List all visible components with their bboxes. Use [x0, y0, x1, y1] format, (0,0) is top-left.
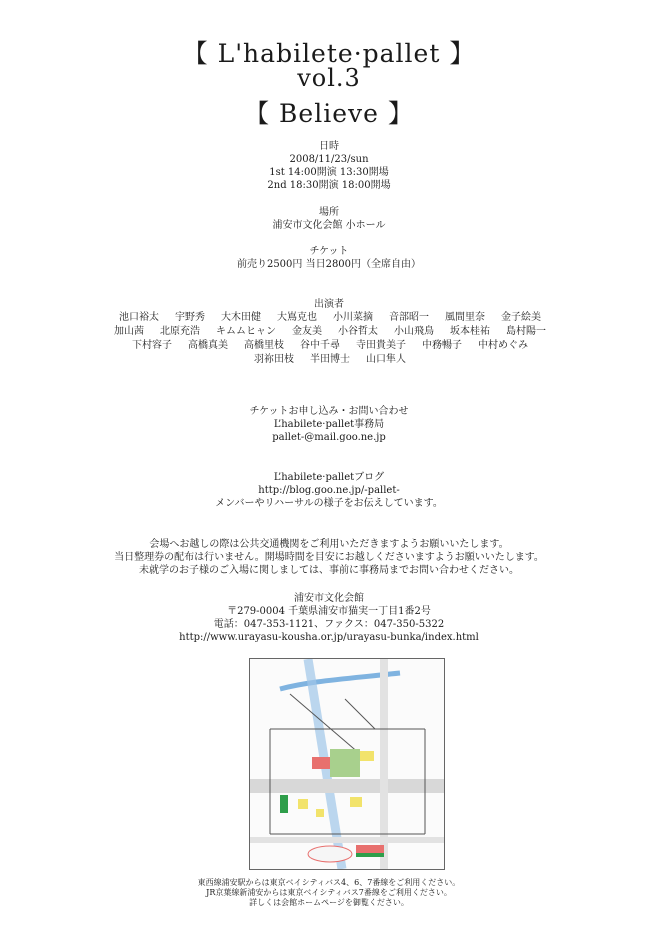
blog-description: メンバーやリハーサルの様子をお伝えしています。: [215, 498, 443, 509]
performer-name: 小山飛鳥: [393, 326, 434, 337]
map-notes: [0, 878, 658, 908]
performer-name: 小谷哲太: [337, 326, 378, 337]
map-graphic: [250, 659, 444, 869]
performer-name: 金友美: [291, 326, 322, 337]
title-subtitle: 【 Believe 】: [244, 99, 414, 128]
blog-heading: L’habilete·palletブログ: [273, 472, 385, 483]
title-volume: vol.3: [297, 64, 361, 92]
venue-info-phone: 電話：047-353-1121、ファクス：047-350-5322: [213, 619, 445, 630]
performer-name: 寺田貴美子: [356, 340, 406, 351]
datetime-show1: 1st 14:00開演 13:30開場: [269, 167, 389, 178]
venue-marker: [312, 757, 330, 769]
venue-label: 場所: [319, 207, 339, 218]
building: [350, 797, 362, 807]
building: [298, 799, 308, 809]
performer-name: 大嶌克也: [277, 312, 317, 323]
notice-line-3: 未就学のお子様のご入場に関しましては、事前に事務局までお問い合わせください。: [139, 565, 519, 576]
green-building: [280, 795, 288, 813]
performers-row: [70, 353, 590, 367]
datetime-show2: 2nd 18:30開演 18:00開場: [267, 180, 391, 191]
performer-name: 音部昭一: [389, 312, 429, 323]
datetime-label: 日時: [319, 141, 339, 152]
performers-label: 出演者: [314, 299, 344, 310]
performer-name: 宇野秀: [175, 312, 205, 323]
venue-info-url[interactable]: http://www.urayasu-kousha.or.jp/urayasu-bunka/index.html: [179, 632, 479, 643]
performer-name: 北原充浩: [160, 326, 201, 337]
lower-road: [250, 837, 444, 843]
performers-row: [70, 325, 590, 339]
performer-name: 金子絵美: [501, 312, 541, 323]
venue-info-name: 浦安市文化会館: [294, 593, 364, 604]
notice-line-1: 会場へお越しの際は公共交通機関をご利用いただきますようお願いいたします。: [149, 539, 509, 550]
ticket-price: 前売り2500円 当日2800円（全席自由）: [236, 259, 422, 270]
blog-url[interactable]: http://blog.goo.ne.jp/-pallet-: [258, 485, 400, 496]
performer-name: 風間里奈: [445, 312, 485, 323]
notice-line-2: 当日整理券の配布は行いません。開場時間を目安にお越しくださいますようお願いいたします。: [114, 552, 544, 563]
performer-name: 谷中千尋: [300, 340, 340, 351]
contact-office: L’habilete·pallet事務局: [273, 419, 385, 430]
performers-list: [70, 311, 590, 367]
performer-name: 下村容子: [132, 340, 172, 351]
performer-name: 中務暢子: [422, 340, 462, 351]
contact-heading: チケットお申し込み・お問い合わせ: [249, 406, 409, 417]
performers-row: [70, 311, 590, 325]
building: [316, 809, 324, 817]
main-road: [250, 779, 444, 793]
datetime-section: [0, 140, 658, 192]
performer-name: 坂本桂祐: [449, 326, 490, 337]
performer-name: 中村めぐみ: [478, 340, 528, 351]
performer-name: 羽祢田枝: [254, 354, 294, 365]
contact-email[interactable]: pallet-@mail.goo.ne.jp: [272, 432, 386, 443]
building: [360, 751, 374, 761]
performer-name: 加山茜: [114, 326, 145, 337]
station-marker: [356, 845, 384, 853]
performer-name: 島村陽一: [505, 326, 546, 337]
performer-name: 大木田健: [221, 312, 261, 323]
performer-name: 高橋里枝: [244, 340, 284, 351]
map-note-1: 東西線浦安駅からは東京ベイシティバス4、6、7番線をご利用ください。: [197, 878, 461, 887]
contact-section: [0, 405, 658, 444]
performer-name: 小川菜摘: [333, 312, 373, 323]
performer-name: 山口隼人: [366, 354, 406, 365]
venue-name: 浦安市文化会館 小ホール: [272, 220, 386, 231]
station-marker-green: [356, 853, 384, 857]
ticket-section: [0, 245, 658, 271]
park-area: [330, 749, 360, 777]
blog-section: [0, 471, 658, 510]
map-note-2: JR京葉線新浦安からは東京ベイシティバス7番線をご利用ください。: [206, 888, 452, 897]
notice-section: [0, 538, 658, 577]
performer-name: キムムヒャン: [216, 326, 276, 337]
performer-name: 半田博士: [310, 354, 350, 365]
performer-name: 高橋真美: [188, 340, 228, 351]
map-note-3: 詳しくは会館ホームページを御覧ください。: [249, 898, 409, 907]
title-line-1: 【 L'habilete·pallet 】: [182, 39, 476, 68]
venue-section: [0, 206, 658, 232]
venue-info-address: 〒279-0004 千葉県浦安市猫実一丁目1番2号: [227, 606, 431, 617]
performers-row: [70, 339, 590, 353]
performer-name: 池口裕太: [119, 312, 159, 323]
access-map: [249, 658, 445, 870]
ticket-label: チケット: [309, 246, 349, 257]
datetime-date: 2008/11/23/sun: [289, 154, 369, 165]
bus-label-shape: [308, 846, 352, 862]
venue-info-section: [0, 592, 658, 644]
